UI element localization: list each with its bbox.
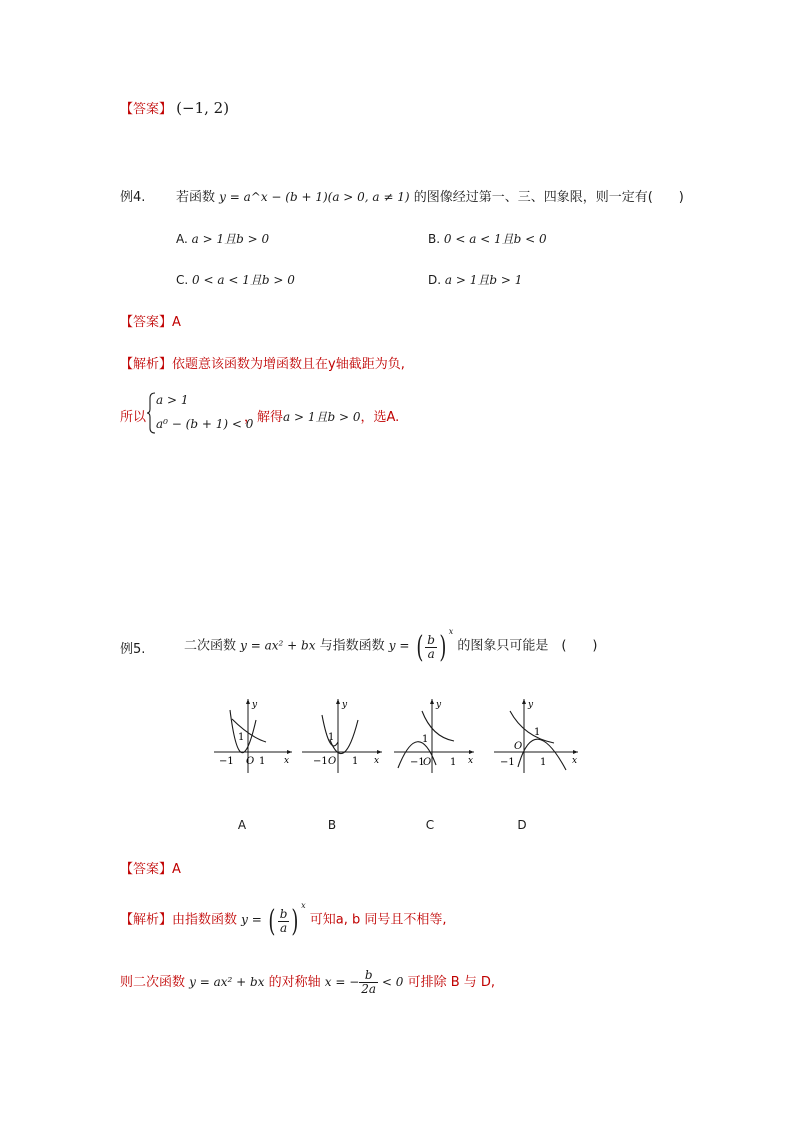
svg-text:y: y: [436, 700, 442, 710]
system-brace: [146, 392, 156, 434]
example-5-formula-exponential: y =: [388, 638, 410, 653]
graph-d: [492, 695, 580, 775]
example-4-stem-formula: y = a^x − (b + 1)(a > 0, a ≠ 1): [219, 190, 410, 204]
graph-b: [300, 695, 384, 775]
option-d: [428, 271, 522, 288]
svg-text:y: y: [252, 700, 258, 710]
option-b-label: B.: [428, 232, 441, 246]
option-a: [176, 230, 269, 247]
svg-text:O: O: [328, 756, 337, 767]
example-4-stem-text: 若函数: [176, 190, 216, 205]
svg-text:−1: −1: [219, 756, 234, 767]
analysis-suffix-formula: a > 1且b > 0: [283, 410, 361, 424]
svg-text:1: 1: [352, 756, 359, 767]
graph-a: [212, 695, 294, 775]
option-a-text: a > 1且b > 0: [191, 232, 270, 246]
system-line-1: a > 1: [156, 393, 189, 407]
svg-text:1: 1: [534, 727, 541, 738]
analysis-fraction: ( $\frac{b}{a}$ ) $^x$: [268, 901, 306, 939]
svg-text:1: 1: [450, 757, 457, 768]
analysis-text-2a: 则二次函数: [120, 975, 186, 990]
analysis-axis-fraction: $\frac{b}{2a}$: [361, 968, 377, 996]
example-4-stem-text-2: 的图像经过第一、三、四象限，则一定有( ): [413, 190, 684, 205]
graph-label-b: B: [327, 818, 337, 832]
option-b: [428, 230, 547, 247]
analysis-label: 【解析】: [120, 357, 173, 372]
svg-text:x: x: [468, 756, 474, 766]
example-5-analysis-line-2: 则二次函数 y = ax² + bx 的对称轴 x = − $\frac{b}{2a}$ < 0 可排除 B 与 D,: [120, 968, 496, 996]
example-5-stem-text: 二次函数: [184, 638, 237, 654]
example-4-analysis: [120, 353, 405, 372]
option-d-label: D.: [428, 273, 442, 287]
example-5-answer: [120, 858, 181, 877]
graph-c: [392, 695, 476, 775]
analysis-suffix-a: ，解得: [244, 410, 284, 425]
svg-text:x: x: [374, 756, 380, 766]
svg-text:1: 1: [328, 732, 335, 743]
analysis-conclusion: [244, 406, 399, 425]
analysis-text-2c: 可排除 B 与 D,: [407, 975, 496, 990]
analysis-formula-quadratic: y = ax² + bx: [189, 975, 265, 989]
graph-label-c: C: [425, 818, 435, 832]
analysis-suffix-b: ，选A.: [360, 410, 400, 425]
answer-label: 【答案】: [120, 315, 173, 330]
svg-text:y: y: [342, 700, 348, 710]
svg-text:−1: −1: [410, 757, 425, 768]
example-5-number: 例5.: [120, 642, 146, 657]
answer-label: 【答案】: [120, 102, 173, 117]
answer-value: (−1, 2): [176, 99, 230, 117]
svg-text:O: O: [423, 757, 432, 768]
answer-value: A: [172, 862, 181, 877]
svg-text:O: O: [514, 741, 523, 752]
option-c-text: 0 < a < 1且b > 0: [192, 273, 295, 287]
option-d-text: a > 1且b > 1: [444, 273, 523, 287]
svg-text:1: 1: [540, 757, 547, 768]
svg-text:O: O: [246, 756, 255, 767]
example-5-fraction: ( $\frac{b}{a}$ ) $^x$: [415, 627, 454, 665]
svg-text:1: 1: [422, 734, 429, 745]
svg-text:x: x: [572, 756, 578, 766]
svg-text:x: x: [284, 756, 290, 766]
graph-label-d: D: [517, 818, 527, 832]
answer-label: 【答案】: [120, 862, 173, 877]
example-4-number: 例4.: [120, 190, 146, 205]
example-5-formula-quadratic: y = ax² + bx: [240, 638, 316, 653]
svg-text:1: 1: [238, 732, 245, 743]
analysis-text-1b: 可知a, b 同号且不相等,: [309, 912, 447, 928]
option-b-text: 0 < a < 1且b < 0: [443, 232, 547, 246]
analysis-text-2b: 的对称轴: [268, 975, 321, 990]
svg-text:−1: −1: [500, 757, 515, 768]
example-5-stem-text-3: 的图象只可能是 ( ): [457, 638, 598, 654]
answer-value: A: [172, 315, 181, 330]
analysis-text: 依题意该函数为增函数且在y轴截距为负,: [172, 357, 405, 372]
example-5-stem-text-2: 与指数函数: [319, 638, 385, 654]
analysis-axis-formula: x = −: [324, 975, 360, 989]
analysis-prefix: 所以: [120, 410, 147, 425]
example-4-answer: [120, 311, 181, 330]
analysis-formula-exp: y =: [241, 912, 262, 927]
option-c-label: C.: [176, 273, 189, 287]
example-5-analysis-line-1: [120, 898, 447, 942]
example-5-stem: [184, 624, 598, 668]
analysis-label: 【解析】: [120, 912, 173, 928]
svg-text:1: 1: [259, 756, 266, 767]
option-a-label: A.: [176, 232, 188, 246]
analysis-text-1a: 由指数函数: [172, 912, 238, 928]
option-c: [176, 271, 295, 288]
example-4-stem: [176, 186, 684, 205]
svg-text:y: y: [528, 700, 534, 710]
answer-line-prev: [120, 98, 229, 117]
svg-text:−1: −1: [313, 756, 328, 767]
system-line-2: a⁰ − (b + 1) < 0: [156, 417, 254, 431]
graph-label-a: A: [237, 818, 247, 832]
